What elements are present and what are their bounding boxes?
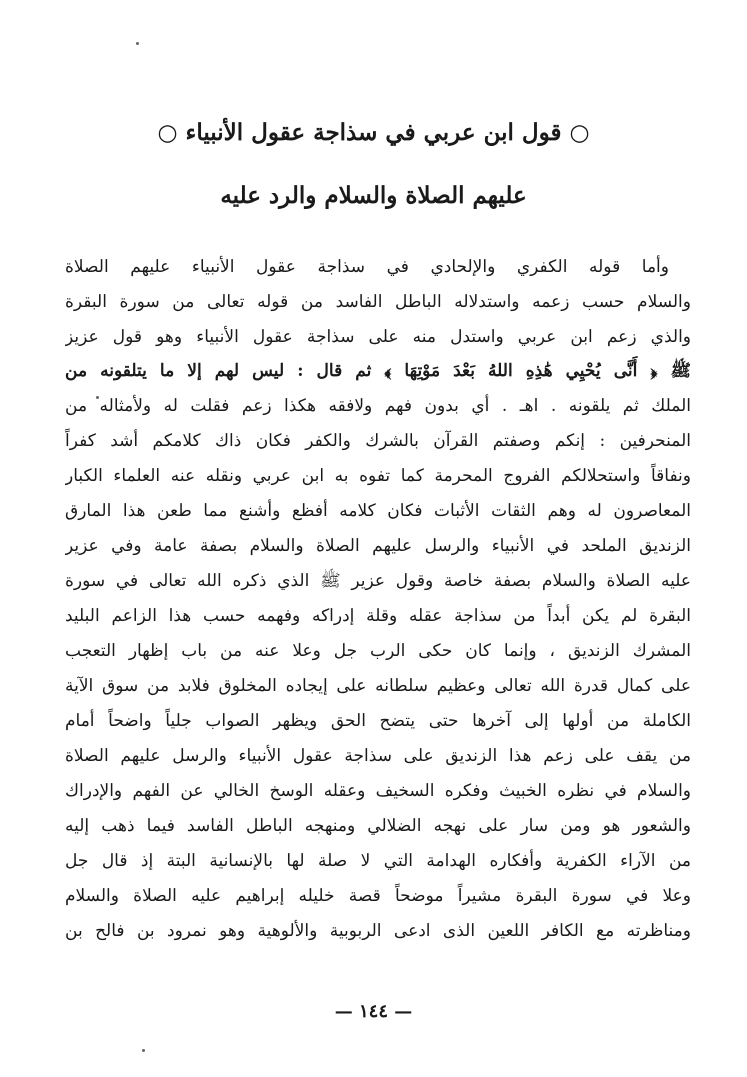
text-line: من الآراء الكفرية وأفكاره الهدامة التي لا صلة لها بالإنسانية البتة إذ قال جل (65, 851, 691, 871)
text-line: من يقف على زعم هذا الزنديق على سذاجة عقول الأنبياء والرسل عليهم الصلاة (65, 746, 691, 766)
chapter-title-line-1: ○ قول ابن عربي في سذاجة عقول الأنبياء ○ (157, 119, 590, 146)
text-line: عليه الصلاة والسلام بصفة خاصة وقول عزير ﷺ الذي ذكره الله تعالى في سورة (65, 571, 691, 591)
text-line: الزنديق الملحد في الأنبياء والرسل عليهم الصلاة والسلام بصفة عامة وفي عزير (65, 536, 691, 556)
text-line: والسلام في نظره الخبيث وفكره السخيف وعقله الوسخ الخالي عن الفهم والإدراك (65, 781, 691, 801)
text-line: والذي زعم ابن عربي واستدل منه على سذاجة عقول الأنبياء وهو قول عزيز (65, 327, 691, 347)
page-number: — ١٤٤ — (334, 1001, 413, 1022)
text-line: البقرة لم يكن أبداً من سذاجة عقله وقلة إدراكه وفهمه حسب هذا الزاعم البليد (65, 606, 691, 626)
text-line: المعاصرون له وهم الثقات الأثبات فكان كلامه أفظع وأشنع مما طعن هذا المارق (65, 501, 691, 521)
text-line: وعلا في سورة البقرة مشيراً موضحاً قصة خليله إبراهيم عليه الصلاة والسلام (65, 886, 691, 906)
text-line: ونفاقاً واستحلالكم الفروج المحرمة كما تفوه به ابن عربي ونقله عنه العلماء الكبار (65, 466, 691, 486)
print-speck (136, 42, 139, 45)
text-line: ومناظرته مع الكافر اللعين الذى ادعى الربوبية والألوهية وهو نمرود بن فالح بن (65, 921, 691, 941)
text-line: المشرك الزنديق ، وإنما كان حكى الرب جل وعلا عنه من باب إظهار التعجب (65, 641, 691, 661)
text-line: الكاملة من أولها إلى آخرها حتى يتضح الحق ويظهر الصواب جلياً واضحاً أمام (65, 711, 691, 731)
chapter-title-line-2: عليهم الصلاة والسلام والرد عليه (220, 182, 527, 209)
text-line: وأما قوله الكفري والإلحادي في سذاجة عقول الأنبياء عليهم الصلاة (65, 257, 669, 277)
text-line: على كمال قدرة الله تعالى وعظيم سلطانه على إيجاده المخلوق فلابد من سوق الآية (65, 676, 691, 696)
text-line: ﷺ ﴿ أَنَّى يُحْيِي هَٰذِهِ اللهُ بَعْدَ مَوْتِهَا ﴾ ثم قال : ليس لهم إلا ما يتلقونه من (65, 361, 691, 381)
print-speck (142, 1049, 145, 1052)
text-line: والشعور هو ومن سار على نهجه الضلالي ومنهجه الباطل الفاسد فيما ذهب إليه (65, 816, 691, 836)
text-line: والسلام حسب زعمه واستدلاله الباطل الفاسد من قوله تعالى من سورة البقرة (65, 292, 691, 312)
text-line: المنحرفين : إنكم وصفتم القرآن بالشرك والكفر فكان ذاك كلامكم أشد كفراً (65, 431, 691, 451)
text-line: الملك ثم يلقونه . اهـ . أي بدون فهم ولافقه هكذا زعم فقلت له ولأمثاله من (65, 396, 691, 416)
